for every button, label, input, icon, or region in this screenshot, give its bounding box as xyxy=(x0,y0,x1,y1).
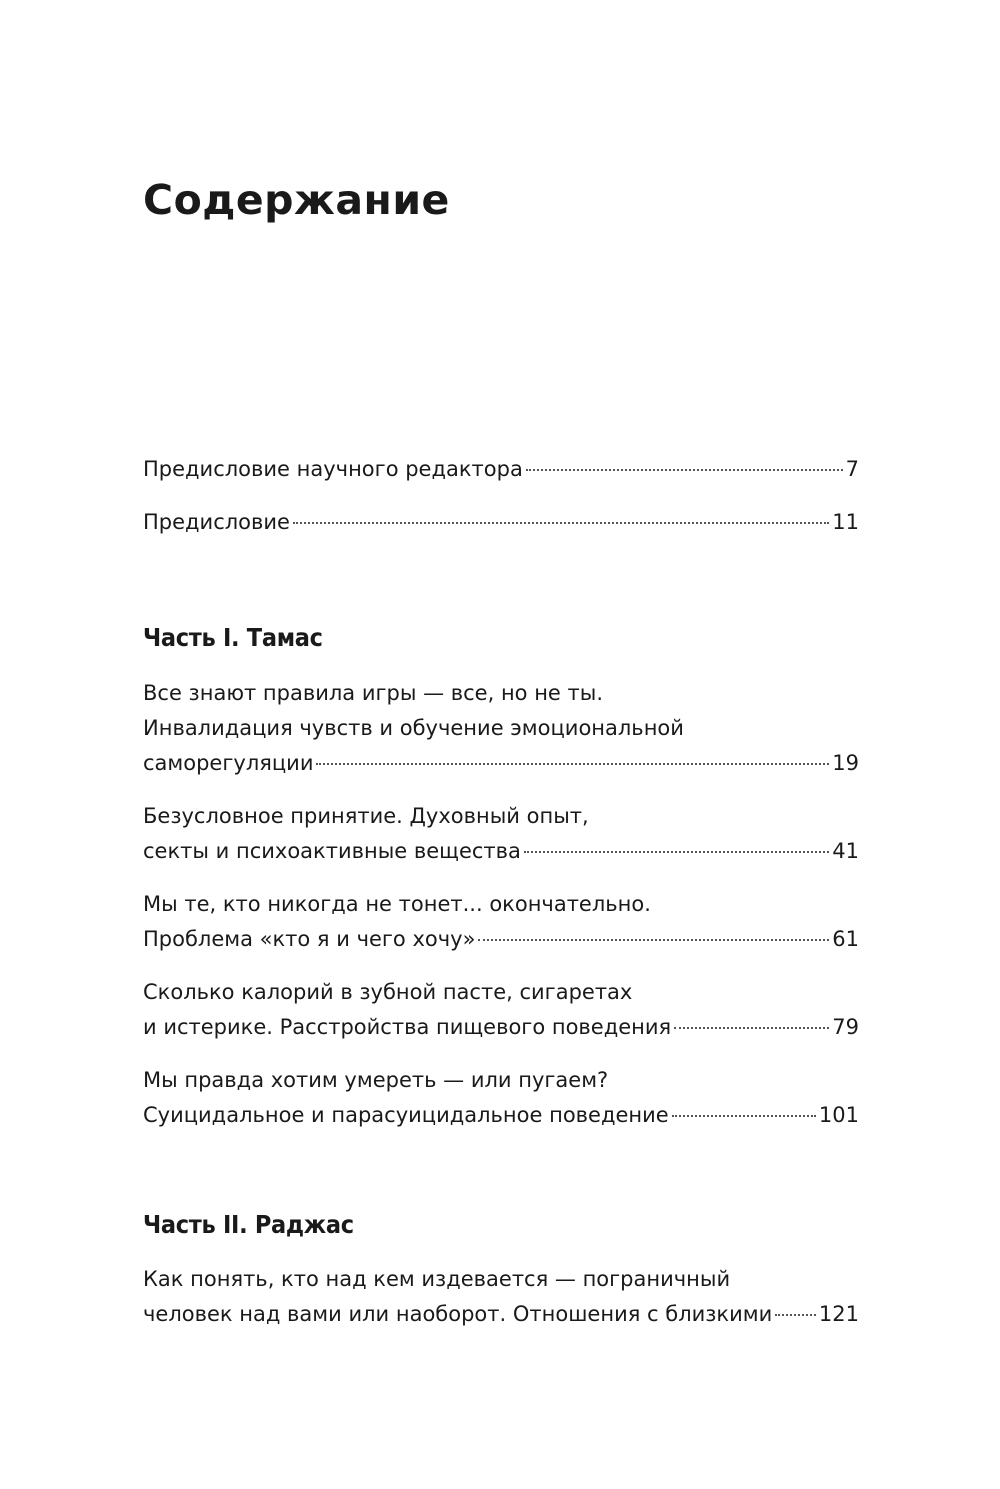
toc-entry-last-line xyxy=(143,1098,859,1133)
toc-page-number: 61 xyxy=(832,927,859,951)
toc-entry-text: саморегуляции xyxy=(143,751,314,775)
toc-entry-front-1[interactable] xyxy=(143,452,859,487)
toc-entry-last-line xyxy=(143,834,859,869)
toc-entry-line: Мы те, кто никогда не тонет... окончательно. xyxy=(143,892,651,916)
dot-leader xyxy=(316,763,829,765)
toc-entry-line: Все знают правила игры — все, но не ты. xyxy=(143,681,604,705)
part-1-heading: Часть I. Тамас xyxy=(143,623,323,652)
dot-leader xyxy=(478,939,829,941)
dot-leader xyxy=(775,1314,816,1316)
toc-page-number: 11 xyxy=(832,510,859,534)
toc-entry-line: Сколько калорий в зубной пасте, сигаретах xyxy=(143,980,633,1004)
toc-entry-1-1[interactable] xyxy=(143,676,859,781)
toc-entry-last-line xyxy=(143,1010,859,1045)
toc-entry-text: человек над вами или наоборот. Отношения с близкими xyxy=(143,1302,773,1326)
toc-entry-text: секты и психоактивные вещества xyxy=(143,839,521,863)
toc-page-number: 19 xyxy=(832,751,859,775)
toc-entry-last-line xyxy=(143,1297,859,1332)
toc-entry-last-line xyxy=(143,505,859,540)
toc-entry-text: и истерике. Расстройства пищевого поведения xyxy=(143,1015,672,1039)
toc-entry-text: Предисловие научного редактора xyxy=(143,457,523,481)
toc-entry-line: Как понять, кто над кем издевается — пограничный xyxy=(143,1267,731,1291)
toc-page-number: 79 xyxy=(832,1015,859,1039)
toc-entry-text: Проблема «кто я и чего хочу» xyxy=(143,927,476,951)
toc-entry-text: Предисловие xyxy=(143,510,290,534)
toc-entry-last-line xyxy=(143,452,859,487)
dot-leader xyxy=(526,469,843,471)
part-2-entries xyxy=(143,1262,859,1332)
toc-entry-1-3[interactable] xyxy=(143,887,859,957)
toc-entry-front-2[interactable] xyxy=(143,505,859,540)
toc-entry-last-line xyxy=(143,746,859,781)
toc-page-number: 101 xyxy=(818,1103,859,1127)
toc-entry-1-5[interactable] xyxy=(143,1063,859,1133)
dot-leader xyxy=(674,1027,829,1029)
page-title: Содержание xyxy=(143,176,450,224)
toc-entry-1-2[interactable] xyxy=(143,799,859,869)
dot-leader xyxy=(672,1115,816,1117)
part-2-heading: Часть II. Раджас xyxy=(143,1210,354,1239)
dot-leader xyxy=(293,522,829,524)
toc-page-number: 7 xyxy=(845,457,859,481)
toc-entry-text: Суицидальное и парасуицидальное поведение xyxy=(143,1103,669,1127)
toc-entry-line: Мы правда хотим умереть — или пугаем? xyxy=(143,1068,609,1092)
toc-page-number: 41 xyxy=(832,839,859,863)
toc-entry-line: Инвалидация чувств и обучение эмоциональной xyxy=(143,716,684,740)
toc-entry-line: Безусловное принятие. Духовный опыт, xyxy=(143,804,589,828)
dot-leader xyxy=(524,851,829,853)
toc-entry-last-line xyxy=(143,922,859,957)
toc-page-number: 121 xyxy=(818,1302,859,1326)
front-matter-section xyxy=(143,452,859,540)
toc-entry-1-4[interactable] xyxy=(143,975,859,1045)
part-1-entries xyxy=(143,676,859,1133)
toc-entry-2-1[interactable] xyxy=(143,1262,859,1332)
